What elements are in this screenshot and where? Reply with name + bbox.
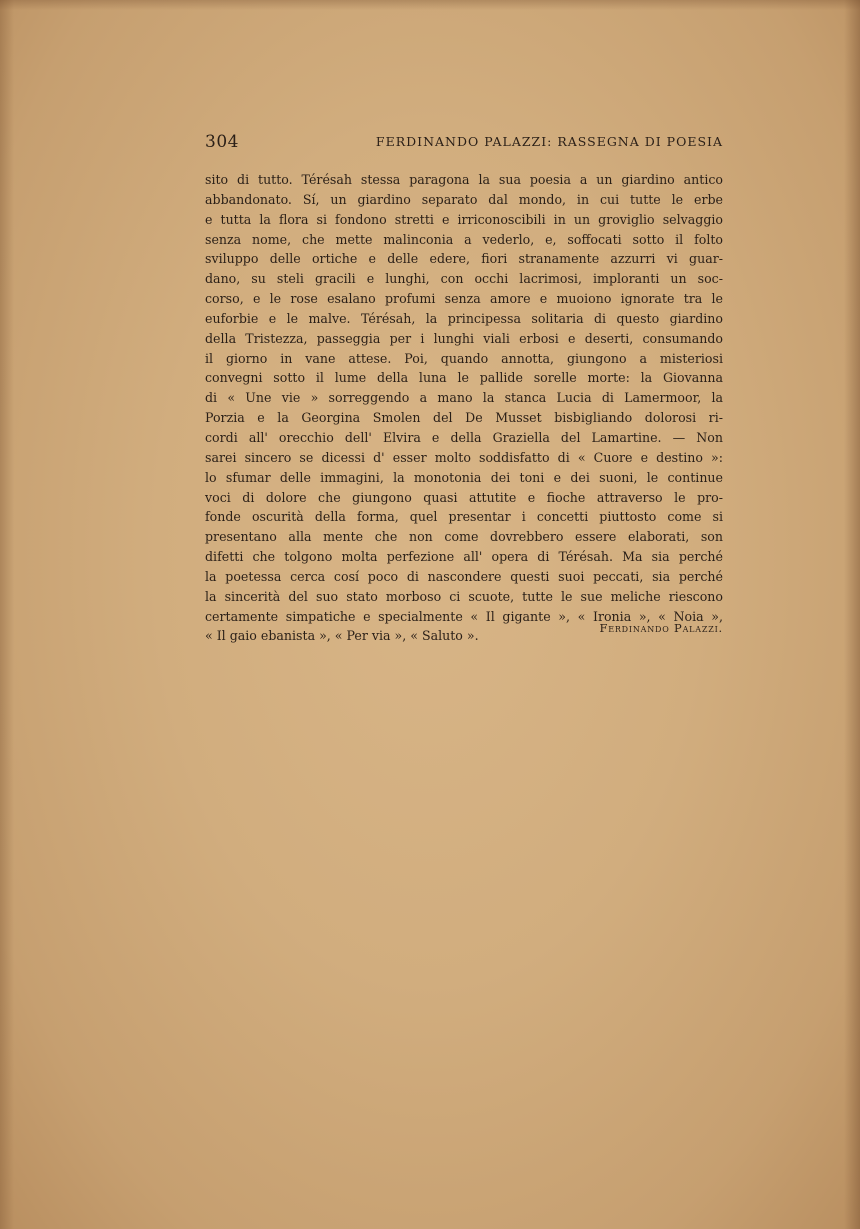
text-line: certamente simpatiche e specialmente « Il gigante », « Ironia », « Noia », <box>205 608 723 624</box>
text-line: sito di tutto. Térésah stessa paragona la sua poesia a un giardino antico <box>205 172 723 187</box>
page-edge-shadow <box>844 0 860 1229</box>
text-line: sarei sincero se dicessi d' esser molto soddisfatto di « Cuore e destino »: <box>205 449 723 465</box>
article-body <box>205 170 723 646</box>
text-line: la poetessa cerca cosí poco di nascondere questi suoi peccati, sia perché <box>205 568 723 584</box>
text-line: presentano alla mente che non come dovrebbero essere elaborati, son <box>205 529 723 545</box>
text-line: della Tristezza, passeggia per i lunghi viali erbosi e deserti, consumando <box>205 330 723 346</box>
author-signature: Ferdinando Palazzi. <box>599 621 723 635</box>
running-head <box>205 132 723 154</box>
text-line: senza nome, che mette malinconia a vederlo, e, soffocati sotto il folto <box>205 231 723 247</box>
text-line: corso, e le rose esalano profumi senza amore e muoiono ignorate tra le <box>205 291 723 307</box>
running-title: FERDINANDO PALAZZI: RASSEGNA DI POESIA <box>375 134 723 149</box>
text-line: il giorno in vane attese. Poi, quando annotta, giungono a misteriosi <box>205 350 723 366</box>
text-line: abbandonato. Sí, un giardino separato dal mondo, in cui tutte le erbe <box>205 191 723 207</box>
text-line: « Il gaio ebanista », « Per via », « Saluto ». <box>205 628 479 644</box>
text-line: la sincerità del suo stato morboso ci scuote, tutte le sue meliche riescono <box>205 588 723 604</box>
text-line: Porzia e la Georgina Smolen del De Musset bisbigliando dolorosi ri- <box>205 410 723 426</box>
text-line: convegni sotto il lume della luna le pallide sorelle morte: la Giovanna <box>205 370 723 386</box>
text-line: euforbie e le malve. Térésah, la principessa solitaria di questo giardino <box>205 310 723 326</box>
page-edge-shadow <box>0 0 14 1229</box>
text-line: sviluppo delle ortiche e delle edere, fiori stranamente azzurri vi guar- <box>205 251 723 267</box>
page-edge-shadow <box>0 0 860 10</box>
text-line: fonde oscurità della forma, quel presentar i concetti piuttosto come si <box>205 509 723 525</box>
text-line: difetti che tolgono molta perfezione all' opera di Térésah. Ma sia perché <box>205 549 723 565</box>
text-line: di « Une vie » sorreggendo a mano la stanca Lucia di Lamermoor, la <box>205 390 723 406</box>
text-line: dano, su steli gracili e lunghi, con occhi lacrimosi, imploranti un soc- <box>205 271 723 287</box>
page-number: 304 <box>205 132 239 152</box>
text-line: lo sfumar delle immagini, la monotonia dei toni e dei suoni, le continue <box>205 469 723 485</box>
text-line: e tutta la flora si fondono stretti e irriconoscibili in un groviglio selvaggio <box>205 211 723 227</box>
text-line: voci di dolore che giungono quasi attutite e fioche attraverso le pro- <box>205 489 723 505</box>
text-line: cordi all' orecchio dell' Elvira e della Graziella del Lamartine. — Non <box>205 429 723 445</box>
